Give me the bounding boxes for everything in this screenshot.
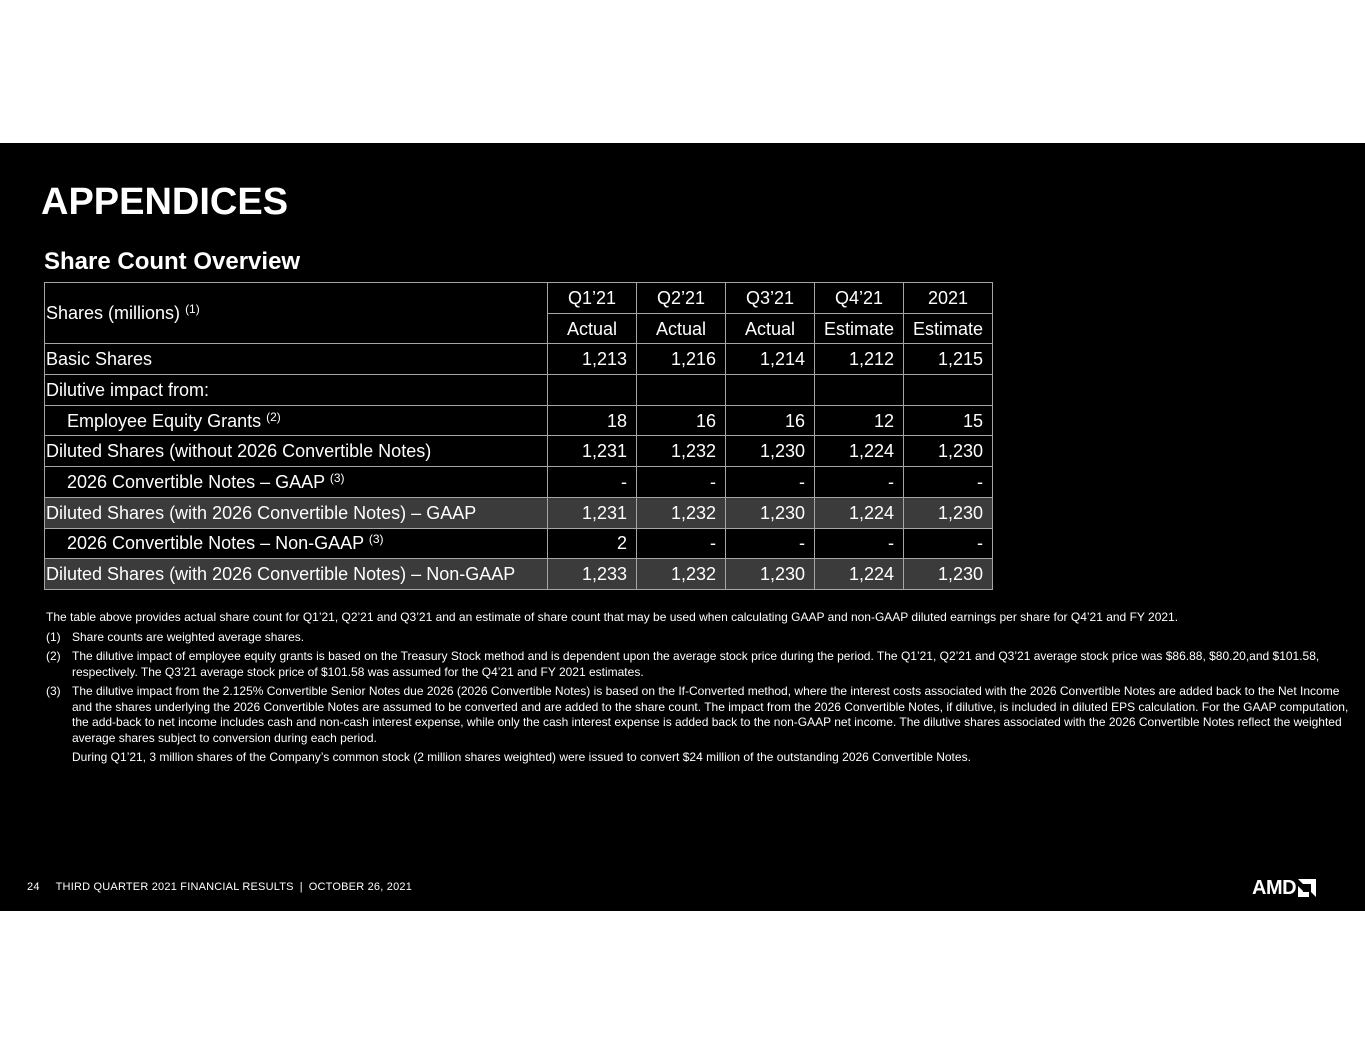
table-cell: -: [726, 528, 815, 559]
column-header-period: Q3’21: [726, 283, 815, 314]
column-header-status: Actual: [726, 313, 815, 344]
table-cell: 1,215: [904, 344, 993, 375]
column-header-period: 2021: [904, 283, 993, 314]
footnote-number: (1): [46, 629, 61, 644]
row-label-text: Basic Shares: [46, 349, 153, 370]
table-cell: 1,231: [548, 436, 637, 467]
table-cell: 1,230: [904, 436, 993, 467]
table-header-label-cell: [45, 283, 548, 344]
table-cell: 1,233: [548, 559, 637, 590]
row-label: [45, 405, 548, 436]
page-title: APPENDICES: [41, 181, 289, 223]
slide-footer: [27, 881, 412, 893]
table-cell: -: [548, 467, 637, 498]
table-cell: -: [815, 467, 904, 498]
share-count-table: [44, 282, 993, 590]
footnote-marker: (3): [368, 532, 384, 547]
table-row: [45, 467, 993, 498]
table-cell: 16: [726, 405, 815, 436]
footer-event: THIRD QUARTER 2021 FINANCIAL RESULTS: [55, 881, 294, 893]
column-header-status: Estimate: [904, 313, 993, 344]
table-cell: 1,230: [726, 559, 815, 590]
table-cell: -: [637, 467, 726, 498]
table-cell: 12: [815, 405, 904, 436]
row-label-text: Diluted Shares (without 2026 Convertible Notes): [46, 441, 432, 462]
amd-logo: [1252, 877, 1334, 899]
table-cell: 1,232: [637, 559, 726, 590]
row-label-text: Diluted Shares (with 2026 Convertible Notes) – GAAP: [46, 502, 477, 523]
row-label: [45, 559, 548, 590]
table-cell: 1,216: [637, 344, 726, 375]
column-header-status: Estimate: [815, 313, 904, 344]
table-cell: -: [904, 528, 993, 559]
table-intro-note: The table above provides actual share count for Q1’21, Q2’21 and Q3’21 and an estimate of share count that may be used when calculating GAAP and non-GAAP diluted earnings per share for Q4’21 and FY 2021.: [46, 610, 1179, 624]
column-header-period: Q2’21: [637, 283, 726, 314]
table-cell: 1,224: [815, 436, 904, 467]
table-cell: 2: [548, 528, 637, 559]
table-row: [45, 436, 993, 467]
column-header-period: Q4’21: [815, 283, 904, 314]
table-cell: 15: [904, 405, 993, 436]
row-label: [45, 497, 548, 528]
table-row: [45, 375, 993, 406]
footnote-text: Share counts are weighted average shares.: [72, 629, 305, 644]
table-row: [45, 559, 993, 590]
table-cell: 1,232: [637, 497, 726, 528]
footnote: [46, 630, 1352, 646]
table-cell: 1,230: [904, 559, 993, 590]
footnote: [46, 649, 1352, 680]
table-row: [45, 497, 993, 528]
row-label-text: Dilutive impact from:: [46, 379, 210, 400]
footnote-number: (2): [46, 649, 61, 663]
row-label: [45, 375, 548, 406]
footnote-marker: (2): [266, 409, 281, 424]
table-cell: 1,224: [815, 559, 904, 590]
header-label: Shares (millions): [46, 303, 181, 324]
table-cell: [815, 375, 904, 406]
slide: [0, 143, 1365, 911]
table-cell: [548, 375, 637, 406]
table-cell: 1,230: [904, 497, 993, 528]
column-header-status: Actual: [548, 313, 637, 344]
table-cell: 1,230: [726, 436, 815, 467]
row-label-text: Diluted Shares (with 2026 Convertible Notes) – Non-GAAP: [46, 564, 516, 585]
amd-arrow-icon: [1298, 879, 1316, 897]
row-label: [45, 344, 548, 375]
table-cell: 1,224: [815, 497, 904, 528]
table-cell: 1,231: [548, 497, 637, 528]
conversion-note: During Q1’21, 3 million shares of the Company’s common stock (2 million shares weighted) were issued to convert $24 million of the outstanding 2026 Convertible Notes.: [72, 750, 971, 764]
footnote: [46, 684, 1352, 746]
footnote-text: The dilutive impact from the 2.125% Convertible Senior Notes due 2026 (2026 Convertible Notes) is based on the If-Converted method, where the interest costs associated with the 2026 Convertible Notes are added back to the Net Income and the shares underlying the 2026 Convertible Notes are assumed to be converted and are added to the share count. The impact from the 2026 Convertible Notes, if dilutive, is included in diluted EPS calculation. For the GAAP computation, the add-back to net income includes cash and non-cash interest expense, while only the cash interest expense is added back to the non-GAAP net income. The dilutive shares associated with the 2026 Convertible Notes reflect the weighted average shares subject to conversion during each period.: [72, 684, 1349, 745]
footer-date: OCTOBER 26, 2021: [308, 881, 413, 893]
table-cell: -: [637, 528, 726, 559]
row-label-text: 2026 Convertible Notes – GAAP: [67, 471, 325, 492]
table-row: [45, 528, 993, 559]
table-header-row: [45, 283, 993, 314]
footnote-number: (3): [46, 684, 61, 698]
row-label: [45, 528, 548, 559]
table-cell: 1,230: [726, 497, 815, 528]
table-cell: 18: [548, 405, 637, 436]
column-header-period: Q1’21: [548, 283, 637, 314]
section-subtitle: Share Count Overview: [44, 248, 301, 275]
table-cell: -: [815, 528, 904, 559]
row-label: [45, 467, 548, 498]
footnote-marker: (3): [329, 470, 345, 485]
footnotes-section: [46, 610, 1352, 766]
table-cell: 1,232: [637, 436, 726, 467]
logo-text: AMD: [1252, 877, 1297, 899]
row-label-text: 2026 Convertible Notes – Non-GAAP: [67, 533, 364, 554]
table-cell: 16: [637, 405, 726, 436]
table-row: [45, 405, 993, 436]
row-label-text: Employee Equity Grants: [67, 410, 262, 431]
table-cell: -: [904, 467, 993, 498]
footnote-text: The dilutive impact of employee equity grants is based on the Treasury Stock method and is dependent upon the average stock price during the period. The Q1’21, Q2’21 and Q3’21 average stock price was $86.88, $80.20,and $101.58, respectively. The Q3’21 average stock price of $101.58 was assumed for the Q4’21 and FY 2021 estimates.: [72, 649, 1320, 679]
table-row: [45, 344, 993, 375]
column-header-status: Actual: [637, 313, 726, 344]
table-cell: -: [726, 467, 815, 498]
footer-separator: |: [299, 881, 303, 893]
table-cell: 1,212: [815, 344, 904, 375]
table-cell: [726, 375, 815, 406]
table-cell: [637, 375, 726, 406]
footnote-marker: (1): [185, 302, 200, 317]
table-cell: 1,214: [726, 344, 815, 375]
page-number: 24: [27, 881, 40, 893]
table-cell: 1,213: [548, 344, 637, 375]
table-cell: [904, 375, 993, 406]
row-label: [45, 436, 548, 467]
